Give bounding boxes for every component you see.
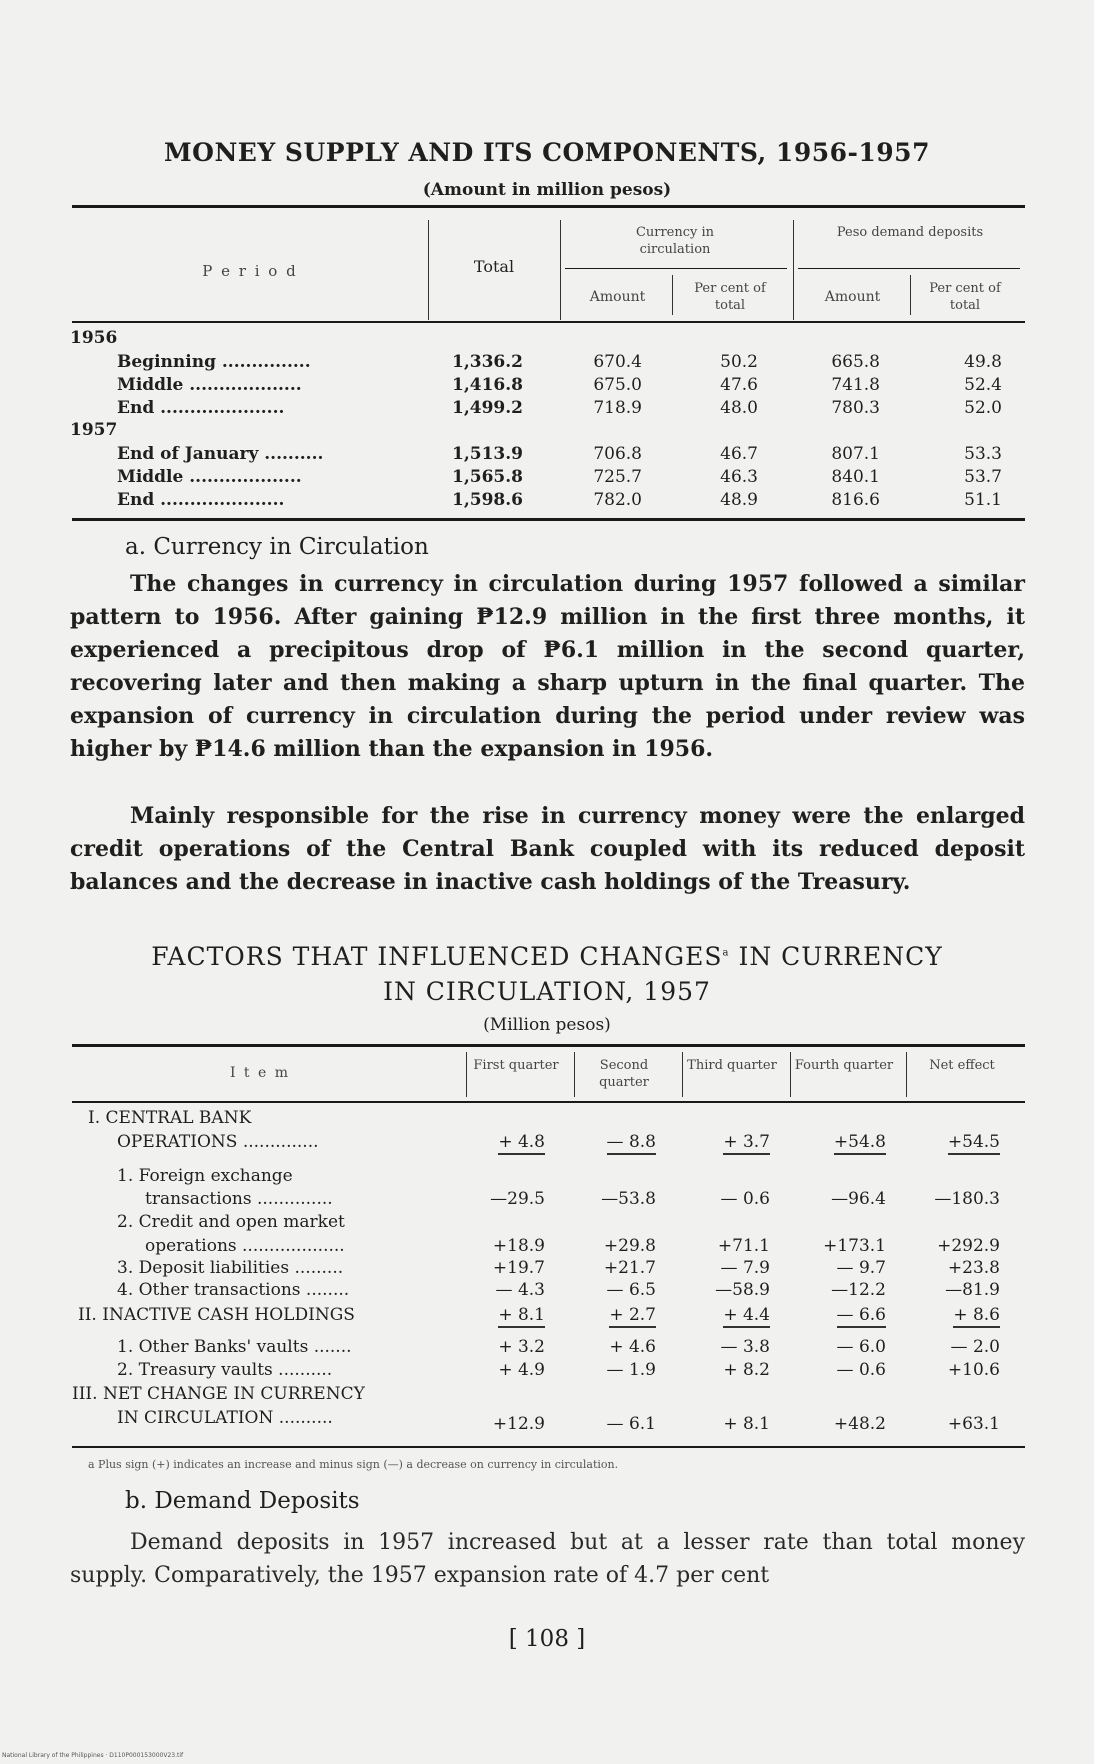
header-deposit-amount: Amount (824, 289, 881, 305)
page-number: [ 108 ] (508, 1626, 586, 1652)
section-b-heading: b. Demand Deposits (125, 1488, 360, 1514)
table2-row-label: II. INACTIVE CASH HOLDINGS (78, 1305, 355, 1325)
table1-currency-percent: 47.6 (720, 375, 758, 395)
table2-row-label: 2. Credit and open market (117, 1212, 345, 1232)
table2-top-rule (72, 1044, 1025, 1047)
header-third-quarter: Third quarter (687, 1058, 777, 1073)
table2-q2: + 4.6 (609, 1337, 656, 1357)
table1-title: MONEY SUPPLY AND ITS COMPONENTS, 1956-1957 (164, 138, 930, 167)
table2-q3: + 8.2 (723, 1360, 770, 1380)
table2-q2: —53.8 (601, 1189, 656, 1209)
table1-row-label: End of January .......... (117, 444, 324, 464)
table1-total: 1,513.9 (452, 444, 523, 464)
table2-q3-value: + 3.7 (723, 1132, 770, 1155)
table1-deposit-amount: 807.1 (831, 444, 880, 464)
header-deposit-percent: Per cent of total (929, 281, 1001, 313)
table2-row-label: transactions .............. (145, 1189, 333, 1209)
table2-row-label: III. NET CHANGE IN CURRENCY (72, 1384, 365, 1404)
table1-bottom-rule (72, 518, 1025, 521)
table2-row-label: 1. Other Banks' vaults ....... (117, 1337, 352, 1357)
table1-currency-percent: 48.0 (720, 398, 758, 418)
table2-q4: —12.2 (831, 1280, 886, 1300)
table2-row-label: IN CIRCULATION .......... (117, 1408, 333, 1428)
table2-q4: —96.4 (831, 1189, 886, 1209)
table1-currency-amount: 782.0 (593, 490, 642, 510)
table1-divider (672, 275, 673, 315)
table2-q2: +29.8 (603, 1236, 656, 1256)
table2-title-text-b: IN CURRENCY (738, 942, 943, 971)
table2-title-text: FACTORS THAT INFLUENCED CHANGES (151, 942, 723, 971)
table1-row-label: End ..................... (117, 490, 285, 510)
table2-title-line2: IN CIRCULATION, 1957 (383, 977, 711, 1006)
table1-currency-amount: 718.9 (593, 398, 642, 418)
table1-currency-amount: 706.8 (593, 444, 642, 464)
table1-total: 1,598.6 (452, 490, 523, 510)
table2-net: — 2.0 (950, 1337, 1000, 1357)
table2-q1 (470, 1305, 545, 1325)
table2-q3: — 3.8 (720, 1337, 770, 1357)
table2-q4-value: +54.8 (834, 1132, 886, 1155)
table2-q1: +19.7 (492, 1258, 545, 1278)
footnote-marker: a (722, 947, 730, 959)
table2-q1: + 3.2 (498, 1337, 545, 1357)
table2-net: +23.8 (947, 1258, 1000, 1278)
table2-row-label: operations ................... (145, 1236, 345, 1256)
table2-footnote: a Plus sign (+) indicates an increase and minus sign (—) a decrease on currency in circulation. (88, 1458, 619, 1471)
table1-currency-percent: 48.9 (720, 490, 758, 510)
table2-q4-value: — 6.6 (837, 1305, 886, 1328)
table2-divider (906, 1052, 907, 1097)
table1-deposit-percent: 53.3 (964, 444, 1002, 464)
table2-q2: — 1.9 (606, 1360, 656, 1380)
table2-q1-value: + 4.8 (498, 1132, 545, 1155)
table1-row-label: Middle ................... (117, 467, 302, 487)
scan-credit: National Library of the Philippines · D110P000153000V23.tif (2, 1752, 184, 1759)
table2-net: +10.6 (947, 1360, 1000, 1380)
table2-q4: +173.1 (823, 1236, 886, 1256)
table2-header-rule (72, 1101, 1025, 1103)
table1-deposit-percent: 52.0 (964, 398, 1002, 418)
header-peso-group: Peso demand deposits (836, 225, 984, 240)
table1-currency-percent: 46.7 (720, 444, 758, 464)
header-first-quarter: First quarter (473, 1058, 559, 1073)
header-second-quarter: Second quarter (599, 1058, 649, 1090)
table2-net: —180.3 (934, 1189, 1000, 1209)
table2-q3: +71.1 (717, 1236, 770, 1256)
table1-total: 1,565.8 (452, 467, 523, 487)
table1-row-label: Beginning ............... (117, 352, 311, 372)
table2-q4: — 6.0 (836, 1337, 886, 1357)
table2-q1: — 4.3 (495, 1280, 545, 1300)
table1-deposit-percent: 51.1 (964, 490, 1002, 510)
table1-year-label: 1957 (70, 420, 118, 440)
table2-row-label: 1. Foreign exchange (117, 1166, 293, 1186)
table2-q2 (578, 1132, 656, 1152)
table2-net-value: +54.5 (948, 1132, 1000, 1155)
table2-net: +63.1 (947, 1414, 1000, 1434)
table2-title-line1 (0, 942, 1094, 971)
table2-q4: — 9.7 (836, 1258, 886, 1278)
table2-q4: +48.2 (833, 1414, 886, 1434)
table2-q1-value: + 8.1 (498, 1305, 545, 1328)
table2-net (912, 1132, 1000, 1152)
table2-divider (574, 1052, 575, 1097)
table1-currency-percent: 46.3 (720, 467, 758, 487)
table1-divider (428, 220, 429, 320)
header-total: Total (473, 257, 515, 276)
table2-q3 (686, 1132, 770, 1152)
table1-year-label: 1956 (70, 328, 118, 348)
table2-q3: + 8.1 (723, 1414, 770, 1434)
table1-total: 1,336.2 (452, 352, 523, 372)
table1-header-rule (72, 321, 1025, 323)
section-b-paragraph-1: Demand deposits in 1957 increased but at a lesser rate than total money supply. Comparatively, the 1957 expansion rate of 4.7 per cent (70, 1530, 1025, 1588)
table1-deposit-percent: 52.4 (964, 375, 1002, 395)
table1-deposit-amount: 665.8 (831, 352, 880, 372)
table1-row-label: Middle ................... (117, 375, 302, 395)
table2-q3: — 7.9 (720, 1258, 770, 1278)
table2-q2 (578, 1305, 656, 1325)
table2-divider (790, 1052, 791, 1097)
table1-top-rule (72, 205, 1025, 208)
header-net-effect: Net effect (929, 1058, 995, 1073)
table2-q1: + 4.9 (498, 1360, 545, 1380)
table1-subheader-rule (565, 268, 787, 269)
section-a-paragraph-1: The changes in currency in circulation during 1957 followed a similar pattern to 1956. After gaining ₱12.9 million in the first three months, it experienced a precipitous drop of ₱6.1 million in the second quarter, recovering later and then making a sharp upturn in the final quarter. The expansion of currency in circulation during the period under review was higher by ₱14.6 million than the expansion in 1956. (70, 571, 1025, 762)
table2-q1: —29.5 (490, 1189, 545, 1209)
header-fourth-quarter: Fourth quarter (794, 1058, 894, 1073)
table1-deposit-amount: 840.1 (831, 467, 880, 487)
table2-q3: — 0.6 (720, 1189, 770, 1209)
table2-bottom-rule (72, 1446, 1025, 1448)
header-period: P e r i o d (202, 262, 298, 280)
section-a-paragraph-2: Mainly responsible for the rise in currency money were the enlarged credit operations of the Central Bank coupled with its reduced deposit balances and the decrease in inactive cash holdings of the Treasury. (70, 803, 1025, 895)
table1-currency-amount: 675.0 (593, 375, 642, 395)
table2-q4 (794, 1305, 886, 1325)
table1-currency-percent: 50.2 (720, 352, 758, 372)
table2-row-label: OPERATIONS .............. (117, 1132, 319, 1152)
table1-deposit-percent: 53.7 (964, 467, 1002, 487)
table2-q4 (794, 1132, 886, 1152)
table2-q3: —58.9 (715, 1280, 770, 1300)
table2-q3-value: + 4.4 (723, 1305, 770, 1328)
table2-divider (682, 1052, 683, 1097)
table1-deposit-amount: 741.8 (831, 375, 880, 395)
table2-net (912, 1305, 1000, 1325)
table1-deposit-percent: 49.8 (964, 352, 1002, 372)
table2-net: +292.9 (937, 1236, 1000, 1256)
table1-divider (560, 220, 561, 320)
header-currency-amount: Amount (589, 289, 646, 305)
table2-subtitle: (Million pesos) (483, 1015, 611, 1035)
table1-currency-amount: 670.4 (593, 352, 642, 372)
table1-deposit-amount: 780.3 (831, 398, 880, 418)
header-item: I t e m (229, 1065, 291, 1081)
table1-row-label: End ..................... (117, 398, 285, 418)
table1-subheader-rule (798, 268, 1020, 269)
table1-divider (793, 220, 794, 320)
table2-q2: +21.7 (603, 1258, 656, 1278)
table2-q2: — 6.1 (606, 1414, 656, 1434)
table2-row-label: 3. Deposit liabilities ......... (117, 1258, 344, 1278)
table1-subtitle: (Amount in million pesos) (422, 180, 672, 200)
table2-net-value: + 8.6 (953, 1305, 1000, 1328)
table1-total: 1,499.2 (452, 398, 523, 418)
section-a-heading: a. Currency in Circulation (125, 534, 429, 560)
table2-q3 (686, 1305, 770, 1325)
table2-q4: — 0.6 (836, 1360, 886, 1380)
table2-net: —81.9 (945, 1280, 1000, 1300)
table2-row-label: 2. Treasury vaults .......... (117, 1360, 333, 1380)
table2-q2-value: — 8.8 (607, 1132, 656, 1155)
table1-total: 1,416.8 (452, 375, 523, 395)
table2-divider (466, 1052, 467, 1097)
table2-q2: — 6.5 (606, 1280, 656, 1300)
table1-deposit-amount: 816.6 (831, 490, 880, 510)
table1-divider (910, 275, 911, 315)
table2-q2-value: + 2.7 (609, 1305, 656, 1328)
table2-row-label: 4. Other transactions ........ (117, 1280, 350, 1300)
table1-currency-amount: 725.7 (593, 467, 642, 487)
header-currency-percent: Per cent of total (694, 281, 766, 313)
header-currency-group: Currency in circulation (635, 225, 715, 257)
table2-q1: +18.9 (492, 1236, 545, 1256)
table2-q1: +12.9 (492, 1414, 545, 1434)
table2-row-label: I. CENTRAL BANK (88, 1108, 252, 1128)
table2-q1 (470, 1132, 545, 1152)
